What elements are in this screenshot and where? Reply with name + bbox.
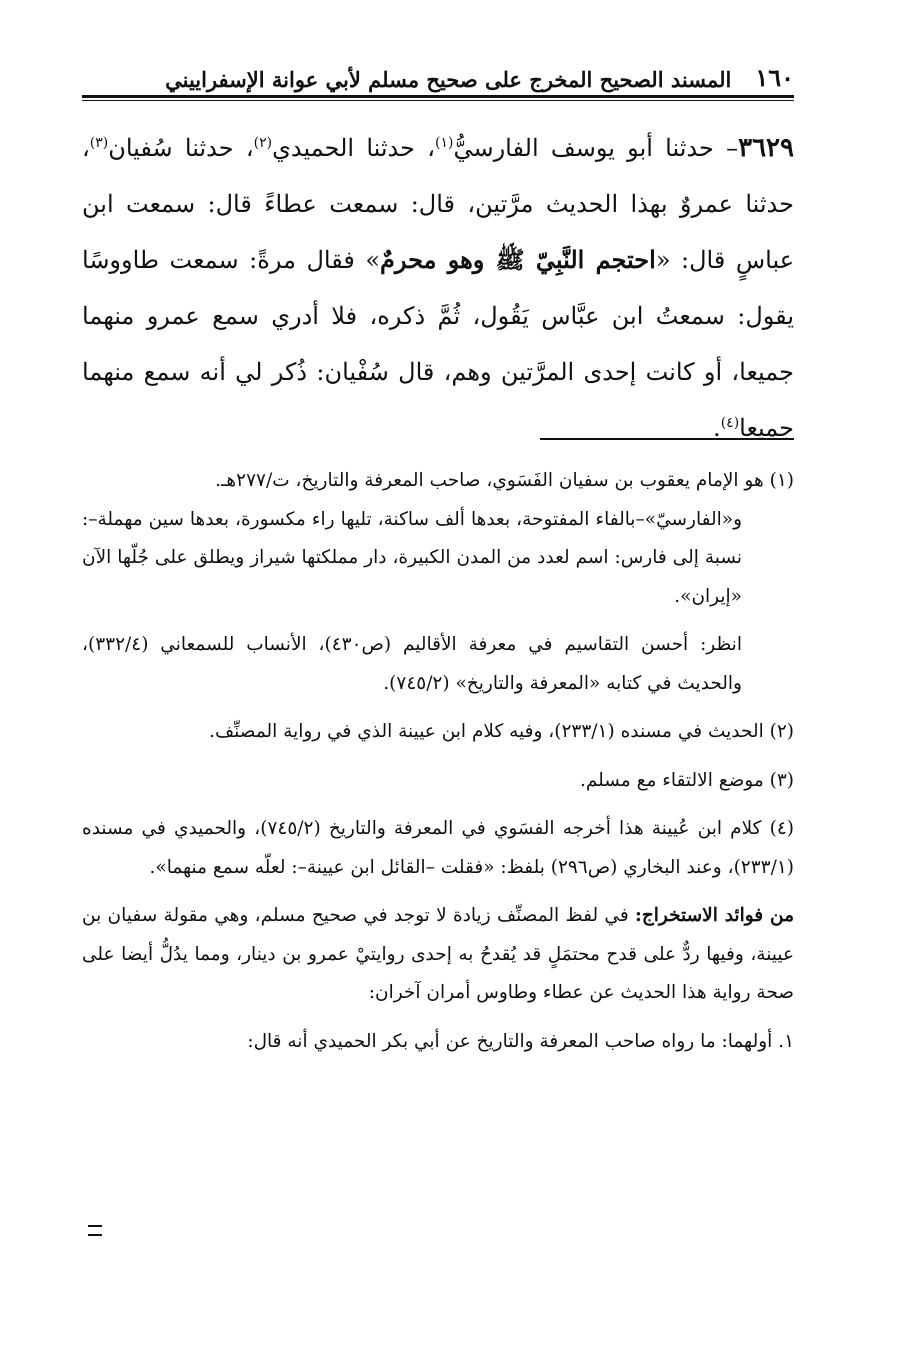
- benefits-text: في لفظ المصنِّف زيادة لا توجد في صحيح مسلم، وهي مقولة سفيان بن عيينة، وفيها ردٌّ على قدح محتمَلٍ قد يُقدحُ به إحدى روايتيْ عمرو بن دينار، ومما يدُلُّ أيضا على صحة رواية هذا الحديث عن عطاء وطاوس أمران آخران:: [82, 905, 794, 1003]
- page-header: [82, 60, 794, 92]
- footnote-1-references: انظر: أحسن التقاسيم في معرفة الأقاليم (ص٤٣٠)، الأنساب للسمعاني (٣٣٢/٤)، والحديث في كتابه «المعرفة والتاريخ» (٧٤٥/٢).: [82, 634, 742, 694]
- hadith-body: [82, 120, 794, 456]
- hadith-text-part: – حدثنا أبو يوسف الفارسيُّ: [453, 134, 739, 162]
- header-rule: [82, 95, 794, 98]
- footnote-4: (٤) كلام ابن عُيينة هذا أخرجه الفسَوي في المعرفة والتاريخ (٧٤٥/٢)، والحميدي في مسنده (٢٣٣/١)، وعند البخاري (ص٢٩٦) بلفظ: «فقلت –القائل ابن عيينة–: لعلّه سمع منهما».: [82, 818, 794, 878]
- hadith-number: ٣٦٢٩: [738, 133, 794, 163]
- header-rule-thin: [82, 100, 794, 101]
- hadith-paragraph: [82, 120, 794, 456]
- benefits-title: من فوائد الاستخراج:: [635, 905, 794, 926]
- footnote-1-continued: و«الفارسيّ»–بالفاء المفتوحة، بعدها ألف ساكنة، تليها راء مكسورة، بعدها سين مهملة–: نسبة إلى فارس: اسم لعدد من المدن الكبيرة، دار مملكتها شيراز ويطلق على جُلّها الآن «إيران».: [82, 508, 742, 607]
- footnote-3: (٣) موضع الالتقاء مع مسلم.: [579, 769, 794, 791]
- benefit-point-1: ١. أولهما: ما رواه صاحب المعرفة والتاريخ عن أبي بكر الحميدي أنه قال:: [247, 1030, 794, 1052]
- hadith-text-end: .: [713, 414, 721, 442]
- hadith-text-part: » فقال مرةً: سمعت طاووسًا يقول: سمعتُ ابن عبَّاس يَقُول، ثُمَّ ذكره، فلا أدري سمع عمرو منهما جميعا، أو كانت إحدى المرَّتين وهم، قال سُفْيان: ذُكر لي أنه سمع منهما جميعا: [82, 246, 794, 442]
- footnote-1: (١) هو الإمام يعقوب بن سفيان الفَسَوي، صاحب المعرفة والتاريخ، ت/٢٧٧هـ.: [215, 470, 794, 491]
- continuation-mark: [88, 1225, 102, 1236]
- benefits-paragraph: [82, 897, 794, 1013]
- footnote-ref[interactable]: (٣): [89, 135, 109, 151]
- footnote-2: (٢) الحديث في مسنده (٢٣٣/١)، وفيه كلام ابن عيينة الذي في رواية المصنِّف.: [209, 721, 794, 742]
- hadith-text-part: ، حدثنا عمروٌ بهذا الحديث مرَّتين، قال: سمعت عطاءً قال: سمعت ابن عباسٍ قال: «: [82, 134, 795, 274]
- footnote-separator: [540, 438, 794, 440]
- hadith-quote: احتجم النَّبِيّ ﷺ وهو محرمٌ: [380, 245, 656, 274]
- page-number: ١٦٠: [755, 63, 794, 92]
- footnote-ref[interactable]: (٤): [720, 415, 740, 431]
- footnote-ref[interactable]: (١): [435, 135, 454, 151]
- footnote-ref[interactable]: (٢): [253, 135, 273, 151]
- hadith-text-part: ، حدثنا سُفيان: [108, 134, 254, 162]
- footnotes-section: [82, 462, 794, 1061]
- hadith-text-part: ، حدثنا الحميدي: [272, 134, 435, 162]
- running-title: المسند الصحيح المخرج على صحيح مسلم لأبي عوانة الإسفراييني: [165, 67, 732, 92]
